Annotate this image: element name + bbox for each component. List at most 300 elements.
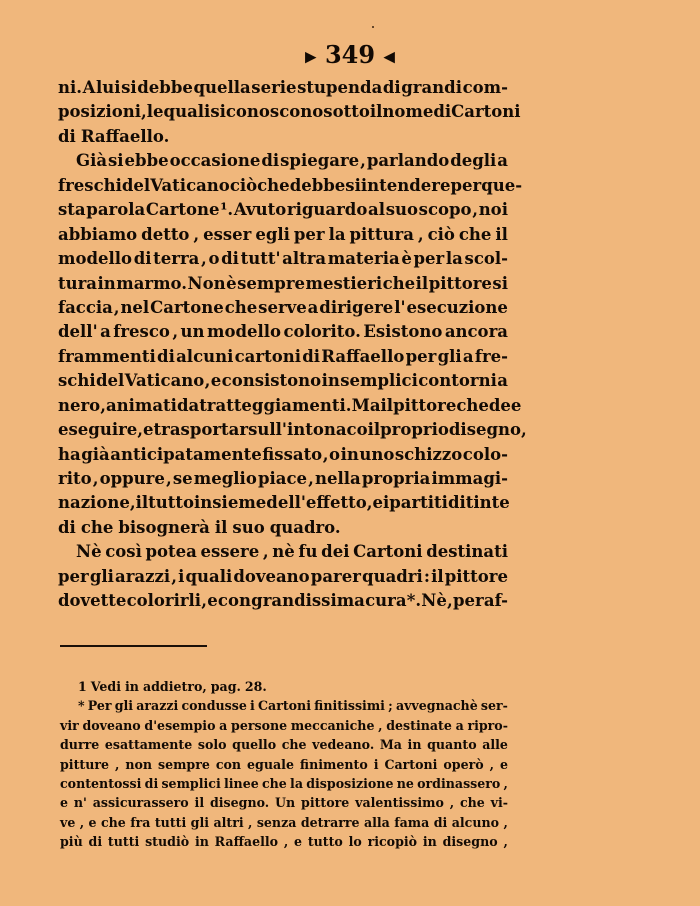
word: Un xyxy=(275,795,296,811)
word: altra xyxy=(282,249,327,269)
word: esattamente xyxy=(104,737,193,753)
word: finitissimi xyxy=(314,698,385,714)
word: ve xyxy=(60,814,76,830)
word: sempre xyxy=(158,756,210,772)
word: Cartone xyxy=(145,200,220,220)
footnote-line xyxy=(60,735,508,754)
word: addietro, xyxy=(142,679,207,694)
word: pittore xyxy=(428,273,492,293)
word: A xyxy=(82,78,96,97)
word: , xyxy=(447,591,453,611)
text-line xyxy=(58,565,508,589)
word: che xyxy=(382,273,416,293)
word: serie xyxy=(251,78,297,97)
word: Cartoni xyxy=(451,102,521,122)
footnotes xyxy=(60,677,508,852)
word: marmo. xyxy=(116,273,188,293)
word: alle xyxy=(482,737,508,753)
word: arazzi xyxy=(136,698,179,714)
word: meglio xyxy=(193,469,257,488)
word: in xyxy=(124,679,139,694)
word: frammenti xyxy=(58,346,156,366)
word: Nè xyxy=(421,591,447,611)
word: schizzo xyxy=(394,444,463,464)
word: ser- xyxy=(480,698,508,714)
word: cura xyxy=(365,591,407,611)
word: Vedi xyxy=(90,679,121,694)
word: riguardo xyxy=(286,200,368,220)
word: Ma xyxy=(351,395,381,415)
word: ni. xyxy=(58,78,83,97)
word: mestieri xyxy=(305,273,383,293)
word: , xyxy=(201,591,208,611)
word: rito xyxy=(58,469,92,488)
word: , xyxy=(166,469,172,488)
text-line xyxy=(58,247,508,271)
word: di xyxy=(433,102,452,122)
word: eguale xyxy=(247,756,294,772)
word: detrarre xyxy=(300,814,360,830)
text-line xyxy=(58,589,508,613)
word: tura xyxy=(58,273,98,293)
word: , xyxy=(283,834,289,850)
left-ornament: ▶ xyxy=(305,47,317,66)
text-line xyxy=(58,320,508,344)
text-line xyxy=(58,223,508,247)
word: cartoni xyxy=(234,346,301,366)
word: operò xyxy=(443,756,484,772)
word: assicurassero xyxy=(92,795,189,811)
word: Cartoni xyxy=(384,756,438,772)
word: , xyxy=(129,493,136,513)
word: , xyxy=(141,102,147,122)
word: è xyxy=(401,249,412,269)
word: disegno xyxy=(442,834,498,850)
word: intendere xyxy=(360,175,451,195)
word: quadri xyxy=(362,566,423,586)
word: , xyxy=(308,469,314,488)
word: , xyxy=(503,834,508,850)
word: sta xyxy=(58,200,86,220)
page-header xyxy=(0,40,700,72)
word: *. xyxy=(406,591,422,611)
word: si xyxy=(121,78,137,97)
body-text xyxy=(58,76,527,614)
word: nel xyxy=(120,297,150,317)
word: ciò xyxy=(229,175,258,195)
word: e xyxy=(210,371,222,391)
word: disegno, xyxy=(448,420,527,440)
word: suo xyxy=(232,517,265,537)
word: che xyxy=(257,175,290,195)
word: vedeano. xyxy=(312,737,375,753)
page-number: 349 xyxy=(324,40,376,69)
text-line xyxy=(58,296,508,320)
word: Raffaello xyxy=(321,346,405,366)
word: arazzi xyxy=(115,566,171,586)
word: nero xyxy=(58,395,101,415)
word: immagi- xyxy=(431,469,508,488)
word: nè xyxy=(272,542,295,562)
word: per xyxy=(450,175,482,195)
word: , xyxy=(92,469,99,488)
word: se xyxy=(172,469,193,488)
word: quella xyxy=(193,78,251,97)
word: linee xyxy=(223,775,259,791)
word: in xyxy=(340,444,359,464)
text-line xyxy=(58,149,508,173)
word: destinate xyxy=(386,717,452,733)
word: i xyxy=(178,566,185,586)
word: l' xyxy=(394,297,406,317)
word: ; xyxy=(388,698,393,714)
text-line xyxy=(58,394,522,418)
word: si xyxy=(492,273,508,293)
word: , xyxy=(360,151,366,171)
word: , xyxy=(366,493,373,513)
word: con xyxy=(215,756,242,772)
word: , xyxy=(114,756,120,772)
word: posizioni xyxy=(58,102,142,122)
word: pitture xyxy=(60,756,110,772)
word: Raffaello. xyxy=(80,126,170,146)
word: di xyxy=(133,249,152,269)
word: quadro. xyxy=(269,517,341,537)
word: Cartoni xyxy=(353,542,423,562)
word: la xyxy=(290,775,303,791)
word: animati xyxy=(105,395,177,415)
word: Già xyxy=(76,151,108,171)
word: alcuno xyxy=(451,814,500,830)
text-line xyxy=(58,443,508,467)
word: suo xyxy=(385,200,418,220)
word: sotto xyxy=(323,102,370,122)
word: vir xyxy=(60,717,79,733)
word: schi xyxy=(58,371,96,391)
word: , xyxy=(472,200,478,220)
word: modello xyxy=(206,322,282,342)
word: i xyxy=(382,493,390,513)
word: a xyxy=(497,151,508,171)
word: ripro- xyxy=(467,717,508,733)
word: serve xyxy=(258,297,307,317)
word: , xyxy=(137,420,144,440)
word: Per xyxy=(87,698,112,714)
word: doveano xyxy=(82,717,141,733)
word: Cartoni xyxy=(258,698,311,714)
word: ha xyxy=(58,444,81,464)
word: fissato xyxy=(262,444,323,464)
word: a xyxy=(219,717,228,733)
word: Non xyxy=(187,273,226,293)
word: gli xyxy=(190,814,210,830)
word: parola xyxy=(86,200,146,220)
word: uno xyxy=(359,444,395,464)
word: , xyxy=(489,756,494,772)
word: degli xyxy=(450,151,497,171)
word: meccaniche xyxy=(290,717,375,733)
word: quello xyxy=(232,737,277,753)
word: tutti xyxy=(154,814,187,830)
word: in xyxy=(321,371,340,391)
word: con xyxy=(217,591,251,611)
word: debbe xyxy=(137,78,193,97)
word: il xyxy=(431,566,444,586)
word: , xyxy=(378,717,383,733)
word: disposizione xyxy=(306,775,394,791)
word: oppure xyxy=(99,469,165,488)
text-line xyxy=(58,100,521,124)
word: , xyxy=(503,814,508,830)
word: , xyxy=(193,224,200,244)
word: tinte xyxy=(465,493,510,513)
word: dell' xyxy=(266,493,306,513)
word: sull' xyxy=(248,420,287,440)
word: per xyxy=(452,591,484,611)
word: in xyxy=(422,834,437,850)
word: Raffaello xyxy=(214,834,279,850)
word: fre- xyxy=(474,346,508,366)
word: 1 xyxy=(78,679,87,694)
word: consistono xyxy=(221,371,322,391)
word: il xyxy=(369,102,383,122)
text-line xyxy=(58,369,508,393)
word: a xyxy=(462,346,474,366)
word: il xyxy=(194,795,205,811)
word: solo xyxy=(197,737,227,753)
text-line xyxy=(58,272,508,296)
word: tutto xyxy=(307,834,343,850)
word: a xyxy=(100,322,111,342)
word: un xyxy=(180,322,205,342)
word: colo- xyxy=(462,444,508,464)
word: quanto xyxy=(427,737,477,753)
word: senza xyxy=(256,814,297,830)
word: ciò xyxy=(427,224,455,244)
word: si xyxy=(210,102,226,122)
word: , xyxy=(449,795,455,811)
footnote-line xyxy=(60,677,508,696)
word: pittore xyxy=(393,395,457,415)
word: pittore xyxy=(301,795,350,811)
word: il xyxy=(367,420,381,440)
word: partiti xyxy=(389,493,448,513)
word: , xyxy=(262,542,269,562)
word: fu xyxy=(298,542,318,562)
word: ancora xyxy=(444,322,508,342)
text-line xyxy=(58,174,523,198)
text-line xyxy=(58,198,508,222)
word: per xyxy=(413,249,445,269)
word: la xyxy=(445,249,463,269)
word: Vaticano xyxy=(150,175,230,195)
word: effetto xyxy=(305,493,367,513)
word: da xyxy=(176,395,200,415)
word: spiegare xyxy=(280,151,360,171)
footnote-line xyxy=(60,832,508,851)
word: condusse xyxy=(181,698,247,714)
word: che xyxy=(281,737,307,753)
text-line xyxy=(58,125,508,149)
word: fresco xyxy=(113,322,170,342)
word: quali xyxy=(185,566,233,586)
word: trasportar xyxy=(153,420,249,440)
word: in xyxy=(407,737,422,753)
word: , xyxy=(201,249,207,269)
word: nazione xyxy=(58,493,130,513)
word: il xyxy=(495,224,508,244)
word: , xyxy=(322,444,329,464)
word: altri xyxy=(213,814,244,830)
word: pag. xyxy=(210,679,241,694)
word: per xyxy=(58,566,89,586)
text-line xyxy=(58,516,508,540)
word: n' xyxy=(73,795,87,811)
word: Avuto xyxy=(233,200,287,220)
word: di xyxy=(157,346,175,366)
footnote-line xyxy=(60,774,508,793)
word: per xyxy=(293,224,325,244)
word: le xyxy=(146,102,164,122)
word: di xyxy=(221,249,239,269)
word: contorni xyxy=(418,371,497,391)
word: a xyxy=(497,371,508,391)
word: dee xyxy=(488,395,522,415)
word: parlando xyxy=(366,151,450,171)
word: che xyxy=(80,517,114,537)
word: dirigere xyxy=(319,297,394,317)
word: che xyxy=(456,395,489,415)
word: pittura xyxy=(349,224,414,244)
word: parer xyxy=(310,566,361,586)
word: tutto xyxy=(148,493,194,513)
word: proprio xyxy=(380,420,449,440)
word: , xyxy=(204,371,211,391)
word: ricopiò xyxy=(367,834,418,850)
word: o xyxy=(208,249,220,269)
text-line xyxy=(58,76,508,100)
word: del xyxy=(95,371,125,391)
word: piace xyxy=(257,469,308,488)
word: doveano xyxy=(233,566,310,586)
word: di xyxy=(88,834,103,850)
word: la xyxy=(328,224,346,244)
word: , xyxy=(248,814,253,830)
word: potea xyxy=(145,542,197,562)
word: , xyxy=(113,297,120,317)
word: e xyxy=(372,493,383,513)
word: Esistono xyxy=(363,322,443,342)
word: Cartone xyxy=(150,297,224,317)
word: grandi xyxy=(401,78,462,97)
word: essere xyxy=(200,542,260,562)
footnote-rule xyxy=(60,645,207,647)
word: il xyxy=(135,493,149,513)
word: Nè xyxy=(76,542,102,562)
word: scol- xyxy=(464,249,508,269)
footnote-line xyxy=(60,813,508,832)
word: e xyxy=(88,814,97,830)
word: avvegnachè xyxy=(395,698,478,714)
word: contentossi xyxy=(60,775,142,791)
word: di xyxy=(382,78,401,97)
word: del xyxy=(121,175,151,195)
right-ornament: ◀ xyxy=(383,47,395,66)
word: que- xyxy=(481,175,523,195)
text-line xyxy=(58,491,508,515)
word: che xyxy=(100,814,126,830)
word: gli xyxy=(89,566,114,586)
word: esser xyxy=(203,224,252,244)
word: : xyxy=(423,566,430,586)
word: , xyxy=(503,775,508,791)
word: , xyxy=(79,814,85,830)
word: di xyxy=(447,493,466,513)
word: al xyxy=(368,200,385,220)
word: di xyxy=(58,126,76,146)
word: ¹. xyxy=(220,200,234,220)
word: e xyxy=(294,834,303,850)
word: che xyxy=(459,795,485,811)
word: per xyxy=(405,346,437,366)
word: ebbe xyxy=(124,151,169,171)
word: stupenda xyxy=(297,78,383,97)
word: di xyxy=(58,517,76,537)
word: di xyxy=(144,775,159,791)
word: tutti xyxy=(107,834,140,850)
word: colorirli xyxy=(126,591,202,611)
word: il xyxy=(214,517,228,537)
word: o xyxy=(329,444,341,464)
word: durre xyxy=(60,737,100,753)
word: fra xyxy=(130,814,151,830)
footnote-line xyxy=(60,755,508,774)
word: vi- xyxy=(490,795,508,811)
word: lo xyxy=(348,834,362,850)
word: occasione xyxy=(169,151,261,171)
word: i xyxy=(373,756,379,772)
word: persone xyxy=(231,717,288,733)
word: terra xyxy=(153,249,200,269)
word: si xyxy=(108,151,124,171)
word: disegno. xyxy=(209,795,270,811)
word: che xyxy=(458,224,492,244)
word: e xyxy=(143,420,154,440)
word: di xyxy=(302,346,321,366)
word: quali xyxy=(163,102,211,122)
word: e xyxy=(60,795,69,811)
word: è xyxy=(226,273,237,293)
word: abbiamo xyxy=(58,224,138,244)
ink-speck xyxy=(372,26,374,28)
word: a xyxy=(455,717,464,733)
word: finimento xyxy=(299,756,368,772)
word: d'esempio xyxy=(144,717,216,733)
word: il xyxy=(415,273,429,293)
word: intonaco xyxy=(286,420,368,440)
word: nella xyxy=(315,469,361,488)
text-line xyxy=(58,345,508,369)
word: ordinassero xyxy=(417,775,501,791)
word: scopo xyxy=(418,200,472,220)
word: e xyxy=(499,756,508,772)
word: valentissimo xyxy=(355,795,444,811)
word: bisognerà xyxy=(118,517,210,537)
word: in xyxy=(97,273,116,293)
text-line xyxy=(58,467,508,491)
word: lui xyxy=(95,78,121,97)
word: modello xyxy=(58,249,133,269)
